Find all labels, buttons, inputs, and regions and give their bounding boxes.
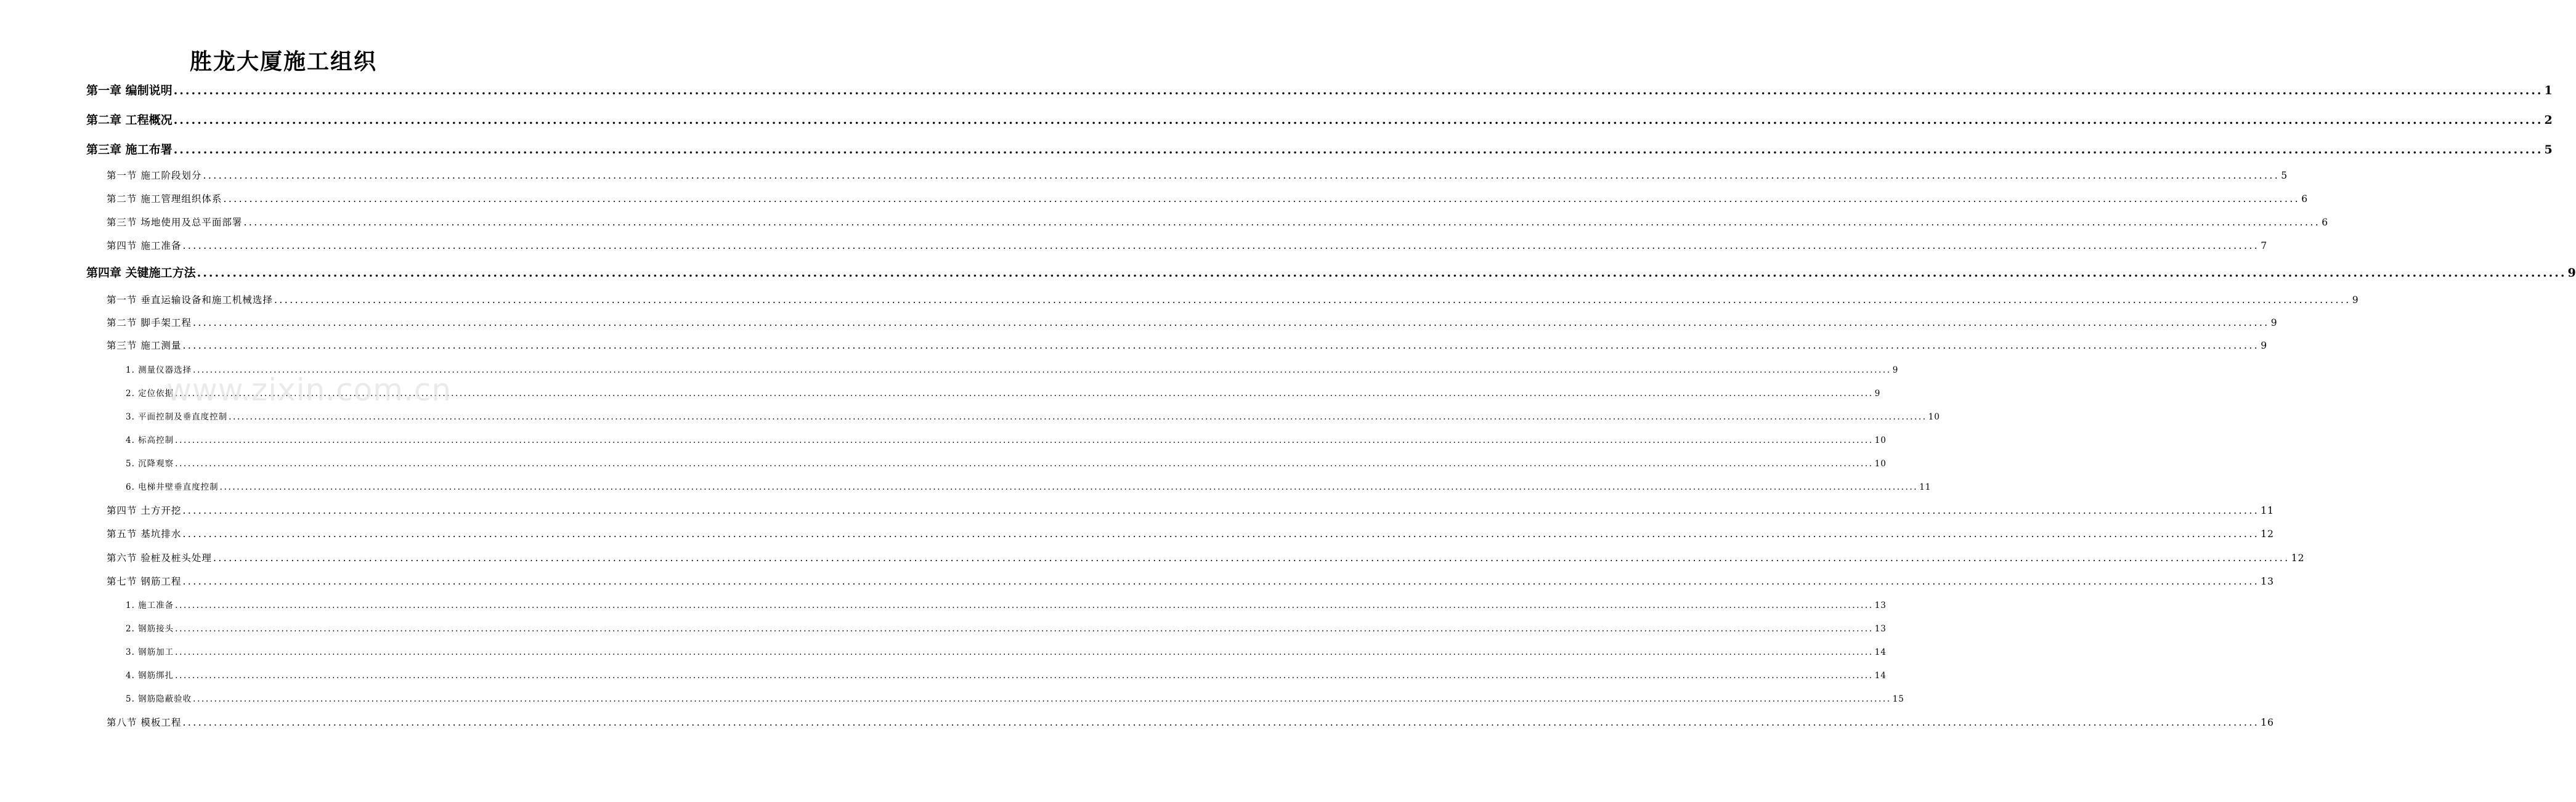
toc-entry[interactable] bbox=[107, 293, 2359, 306]
toc-entry-label: 6. 电梯井壁垂直度控制 bbox=[126, 482, 219, 492]
toc-leader-dots: ................................................................................................................................................................................................................................................................................................................................................................................................................ bbox=[175, 389, 1874, 399]
toc-entry-page: 10 bbox=[1874, 435, 1887, 445]
toc-entry-label: 第一节 垂直运输设备和施工机械选择 bbox=[107, 294, 273, 306]
toc-leader-dots: ................................................................................................................................................................................................................................................................................................................................................................................................................ bbox=[175, 671, 1874, 681]
toc-entry-page: 2 bbox=[2544, 113, 2553, 127]
toc-entry-label: 第六节 验桩及桩头处理 bbox=[107, 553, 212, 564]
toc-entry-label: 2. 钢筋接头 bbox=[126, 624, 174, 634]
toc-entry[interactable] bbox=[86, 264, 2576, 280]
toc-entry-label: 第二章 工程概况 bbox=[86, 113, 173, 127]
toc-leader-dots: ................................................................................................................................................................................................................................................................................................................................................................................................................ bbox=[182, 717, 2260, 728]
toc-entry-label: 3. 钢筋加工 bbox=[126, 647, 174, 657]
toc-entry-page: 9 bbox=[2352, 294, 2359, 306]
toc-entry-label: 第一节 施工阶段划分 bbox=[107, 170, 202, 181]
toc-entry[interactable] bbox=[107, 715, 2274, 729]
toc-entry-label: 第五节 基坑排水 bbox=[107, 529, 182, 540]
toc-entry-page: 13 bbox=[1874, 601, 1887, 610]
toc-entry-label: 第三节 场地使用及总平面部署 bbox=[107, 217, 243, 228]
toc-leader-dots: ................................................................................................................................................................................................................................................................................................................................................................................................................ bbox=[182, 340, 2260, 351]
toc-leader-dots: ................................................................................................................................................................................................................................................................................................................................................................................................................ bbox=[182, 529, 2260, 540]
document-title: 胜龙大厦施工组织 bbox=[189, 49, 377, 75]
toc-entry-label: 第三章 施工布署 bbox=[86, 143, 173, 156]
toc-leader-dots: ................................................................................................................................................................................................................................................................................................................................................................................................................ bbox=[175, 601, 1874, 610]
toc-entry[interactable] bbox=[126, 386, 1881, 399]
toc-entry-label: 第七节 钢筋工程 bbox=[107, 576, 182, 587]
toc-entry-page: 9 bbox=[2270, 317, 2278, 328]
toc-entry[interactable] bbox=[126, 363, 1899, 375]
toc-entry-label: 1. 施工准备 bbox=[126, 601, 174, 610]
toc-entry-label: 4. 钢筋绑扎 bbox=[126, 671, 174, 681]
toc-leader-dots: ................................................................................................................................................................................................................................................................................................................................................................................................................ bbox=[173, 143, 2543, 156]
toc-entry-label: 3. 平面控制及垂直度控制 bbox=[126, 412, 228, 422]
toc-entry-label: 5. 钢筋隐蔽验收 bbox=[126, 694, 192, 704]
toc-entry-label: 第四节 施工准备 bbox=[107, 240, 182, 251]
toc-leader-dots: ................................................................................................................................................................................................................................................................................................................................................................................................................ bbox=[229, 412, 1927, 422]
toc-entry-label: 1. 测量仪器选择 bbox=[126, 365, 192, 375]
toc-entry-page: 14 bbox=[1874, 647, 1887, 657]
toc-entry[interactable] bbox=[126, 433, 1887, 445]
toc-entry-label: 2. 定位依据 bbox=[126, 389, 174, 399]
toc-entry-page: 14 bbox=[1874, 671, 1887, 681]
toc-entry-page: 6 bbox=[2322, 217, 2329, 228]
toc-entry-page: 12 bbox=[2261, 529, 2274, 540]
toc-entry[interactable] bbox=[107, 574, 2274, 588]
toc-entry-page: 5 bbox=[2544, 143, 2553, 156]
toc-entry[interactable] bbox=[107, 192, 2309, 205]
toc-entry[interactable] bbox=[107, 551, 2305, 564]
toc-entry[interactable] bbox=[126, 456, 1887, 469]
toc-leader-dots: ................................................................................................................................................................................................................................................................................................................................................................................................................ bbox=[193, 365, 1891, 375]
toc-entry-label: 第一章 编制说明 bbox=[86, 84, 173, 97]
toc-entry[interactable] bbox=[86, 111, 2553, 128]
toc-entry-label: 第八节 模板工程 bbox=[107, 717, 182, 728]
toc-entry[interactable] bbox=[86, 81, 2553, 98]
toc-leader-dots: ................................................................................................................................................................................................................................................................................................................................................................................................................ bbox=[203, 170, 2280, 181]
toc-entry[interactable] bbox=[126, 410, 1940, 422]
toc-leader-dots: ................................................................................................................................................................................................................................................................................................................................................................................................................ bbox=[175, 435, 1874, 445]
toc-leader-dots: ................................................................................................................................................................................................................................................................................................................................................................................................................ bbox=[182, 240, 2260, 251]
toc-entry-page: 1 bbox=[2544, 84, 2553, 97]
toc-leader-dots: ................................................................................................................................................................................................................................................................................................................................................................................................................ bbox=[182, 576, 2260, 587]
toc-entry-page: 5 bbox=[2281, 170, 2288, 181]
toc-entry[interactable] bbox=[107, 527, 2274, 540]
watermark: www.zixin.com.cn bbox=[166, 372, 452, 408]
toc-entry-label: 第四节 土方开挖 bbox=[107, 505, 182, 516]
toc-entry[interactable] bbox=[126, 598, 1887, 610]
toc-entry[interactable] bbox=[126, 480, 1932, 492]
toc-leader-dots: ................................................................................................................................................................................................................................................................................................................................................................................................................ bbox=[192, 317, 2270, 328]
toc-leader-dots: ................................................................................................................................................................................................................................................................................................................................................................................................................ bbox=[197, 266, 2567, 280]
toc-leader-dots: ................................................................................................................................................................................................................................................................................................................................................................................................................ bbox=[173, 84, 2543, 97]
toc-entry[interactable] bbox=[107, 168, 2288, 182]
toc-entry[interactable] bbox=[126, 645, 1887, 657]
toc-entry[interactable] bbox=[107, 338, 2268, 352]
toc-entry-page: 10 bbox=[1928, 412, 1940, 422]
toc-entry-page: 6 bbox=[2301, 193, 2309, 205]
toc-entry-label: 4. 标高控制 bbox=[126, 435, 174, 445]
toc-entry[interactable] bbox=[126, 622, 1887, 634]
toc-leader-dots: ................................................................................................................................................................................................................................................................................................................................................................................................................ bbox=[219, 482, 1919, 492]
toc-entry[interactable] bbox=[126, 692, 1904, 704]
toc-leader-dots: ................................................................................................................................................................................................................................................................................................................................................................................................................ bbox=[175, 647, 1874, 657]
toc-entry-page: 13 bbox=[2261, 576, 2274, 587]
toc-entry-page: 7 bbox=[2261, 240, 2268, 251]
toc-leader-dots: ................................................................................................................................................................................................................................................................................................................................................................................................................ bbox=[182, 505, 2260, 516]
toc-leader-dots: ................................................................................................................................................................................................................................................................................................................................................................................................................ bbox=[175, 624, 1874, 634]
toc-entry-page: 11 bbox=[2261, 505, 2274, 516]
toc-leader-dots: ................................................................................................................................................................................................................................................................................................................................................................................................................ bbox=[175, 459, 1874, 469]
toc-entry-page: 16 bbox=[2261, 717, 2274, 728]
toc-entry[interactable] bbox=[126, 668, 1887, 681]
toc-leader-dots: ................................................................................................................................................................................................................................................................................................................................................................................................................ bbox=[223, 193, 2301, 205]
toc-leader-dots: ................................................................................................................................................................................................................................................................................................................................................................................................................ bbox=[193, 694, 1891, 704]
toc-entry[interactable] bbox=[107, 215, 2329, 229]
toc-entry-page: 11 bbox=[1919, 482, 1932, 492]
toc-entry-page: 9 bbox=[1874, 389, 1881, 399]
toc-entry[interactable] bbox=[107, 503, 2274, 517]
toc-leader-dots: ................................................................................................................................................................................................................................................................................................................................................................................................................ bbox=[243, 217, 2321, 228]
toc-entry-page: 12 bbox=[2291, 553, 2305, 564]
toc-leader-dots: ................................................................................................................................................................................................................................................................................................................................................................................................................ bbox=[274, 294, 2351, 306]
toc-leader-dots: ................................................................................................................................................................................................................................................................................................................................................................................................................ bbox=[213, 553, 2290, 564]
toc-entry[interactable] bbox=[107, 315, 2278, 329]
toc-entry-page: 13 bbox=[1874, 624, 1887, 634]
toc-entry-label: 5. 沉降观察 bbox=[126, 459, 174, 469]
toc-entry-label: 第二节 施工管理组织体系 bbox=[107, 193, 222, 205]
toc-entry[interactable] bbox=[107, 238, 2268, 252]
toc-entry[interactable] bbox=[86, 140, 2553, 157]
toc-entry-label: 第二节 脚手架工程 bbox=[107, 317, 192, 328]
toc-entry-page: 9 bbox=[2261, 340, 2268, 351]
toc-entry-page: 10 bbox=[1874, 459, 1887, 469]
toc-entry-page: 9 bbox=[1892, 365, 1899, 375]
toc-entry-label: 第四章 关键施工方法 bbox=[86, 266, 196, 280]
toc-entry-page: 15 bbox=[1892, 694, 1904, 704]
toc-entry-label: 第三节 施工测量 bbox=[107, 340, 182, 351]
toc-entry-page: 9 bbox=[2567, 266, 2576, 280]
toc-leader-dots: ................................................................................................................................................................................................................................................................................................................................................................................................................ bbox=[173, 113, 2543, 127]
